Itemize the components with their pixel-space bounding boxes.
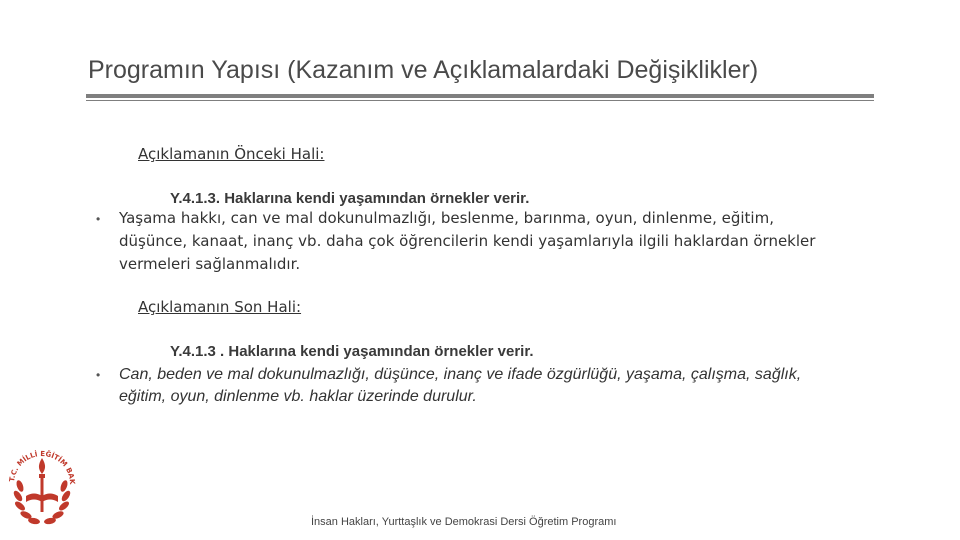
title-divider-thin	[86, 100, 874, 101]
footer-text: İnsan Hakları, Yurttaşlık ve Demokrasi Dersi Öğretim Programı	[311, 516, 617, 528]
final-explanation: Can, beden ve mal dokunulmazlığı, düşünce, inanç ve ifade özgürlüğü, yaşama, çalışma, sağlık, eğitim, oyun, dinlenme vb. haklar üzerinde durulur.	[119, 366, 802, 405]
previous-heading: Açıklamanın Önceki Hali:	[138, 145, 325, 163]
title-divider-thick	[86, 94, 874, 98]
final-code-line: Y.4.1.3 . Haklarına kendi yaşamından örnekler verir.	[170, 343, 534, 360]
meb-emblem-icon	[4, 436, 80, 532]
logo-text: T.C. MİLLİ EĞİTİM BAK	[8, 449, 77, 485]
final-bullet: •	[96, 368, 101, 382]
previous-explanation: Yaşama hakkı, can ve mal dokunulmazlığı, beslenme, barınma, oyun, dinlenme, eğitim, düşünce, kanaat, inanç vb. daha çok öğrencilerin kendi yaşamlarıyla ilgili haklardan örnekler vermeleri sağlanmalıdır.	[119, 209, 816, 273]
previous-code-line: Y.4.1.3. Haklarına kendi yaşamından örnekler verir.	[170, 190, 530, 207]
page-title: Programın Yapısı (Kazanım ve Açıklamalardaki Değişiklikler)	[88, 56, 759, 84]
final-heading: Açıklamanın Son Hali:	[138, 298, 302, 316]
previous-bullet: •	[96, 212, 101, 226]
